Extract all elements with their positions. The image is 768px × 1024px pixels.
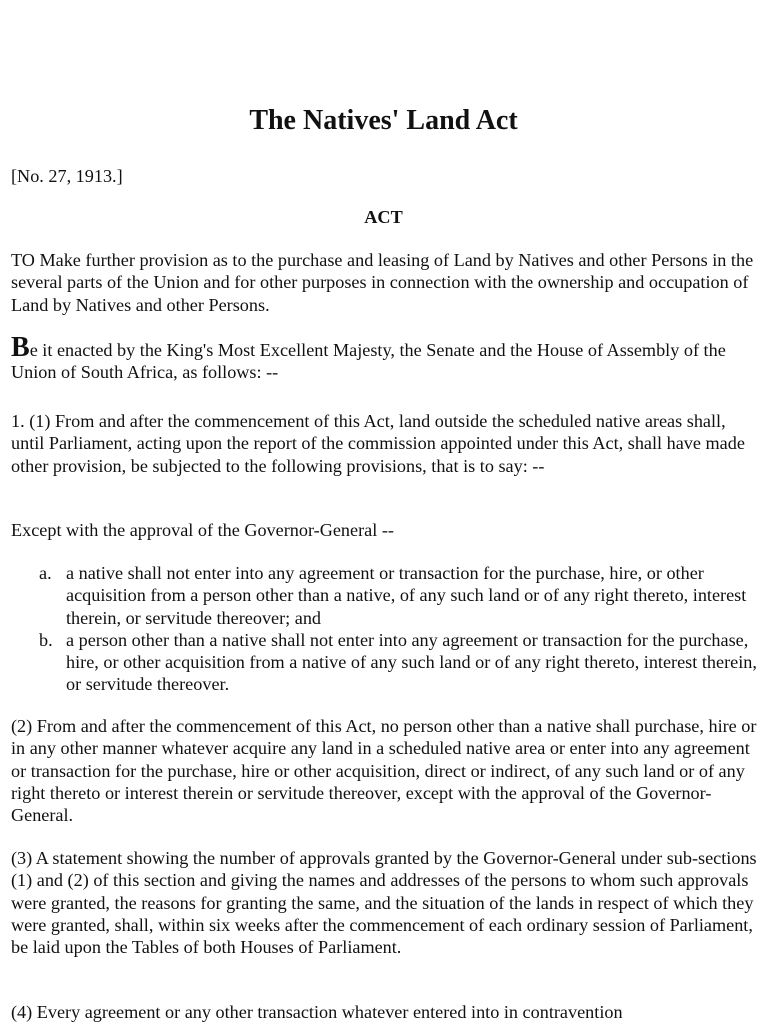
exception-clause: Except with the approval of the Governor-General -- <box>11 520 394 540</box>
clause-text: a person other than a native shall not enter into any agreement or transaction for the purchase, hire, or other acquisition from a native of any such land or of any right thereto, interest therein, or servitude thereover. <box>66 629 757 695</box>
section-1-subsection-1: 1. (1) From and after the commencement of this Act, land outside the scheduled native areas shall, until Parliament, acting upon the report of the commission appointed under this Act, shall have made other provision, be subjected to the following provisions, that is to say: -- <box>11 411 745 476</box>
section-1-subsection-4: (4) Every agreement or any other transaction whatever entered into in contravention <box>11 1002 623 1022</box>
clause-text: a native shall not enter into any agreement or transaction for the purchase, hire, or other acquisition from a person other than a native, of any such land or of any right thereto, interest therein, or servitude thereover; and <box>66 563 747 628</box>
list-item <box>11 629 759 696</box>
enacting-clause <box>11 332 759 384</box>
drop-cap: B <box>11 332 30 363</box>
clause-list <box>11 562 759 696</box>
clause-marker: b. <box>39 629 53 650</box>
act-citation: [No. 27, 1913.] <box>11 166 123 186</box>
clause-marker: a. <box>39 563 52 583</box>
list-item <box>11 562 759 629</box>
section-1-subsection-2: (2) From and after the commencement of this Act, no person other than a native shall purchase, hire or in any other manner whatever acquire any land in a scheduled native area or enter into any agreement or transaction for the purchase, hire or other acquisition, direct or indirect, of any such land or of any right thereto or interest therein or servitude thereover, except with the approval of the Governor-General. <box>11 716 757 826</box>
document-title: The Natives' Land Act <box>249 105 518 136</box>
section-1-subsection-3: (3) A statement showing the number of approvals granted by the Governor-General under sub-sections (1) and (2) of this section and giving the names and addresses of the persons to whom such approvals were granted, the reasons for granting the same, and the situation of the lands in respect of which they were granted, shall, within six weeks after the commencement of each ordinary session of Parliament, be laid upon the Tables of both Houses of Parliament. <box>11 848 757 958</box>
act-heading: ACT <box>364 207 403 227</box>
enacting-clause-text: e it enacted by the King's Most Excellent Majesty, the Senate and the House of Assembly of the Union of South Africa, as follows: -- <box>11 340 726 383</box>
purpose-paragraph: TO Make further provision as to the purchase and leasing of Land by Natives and other Persons in the several parts of the Union and for other purposes in connection with the ownership and occupation of Land by Natives and other Persons. <box>11 250 754 315</box>
